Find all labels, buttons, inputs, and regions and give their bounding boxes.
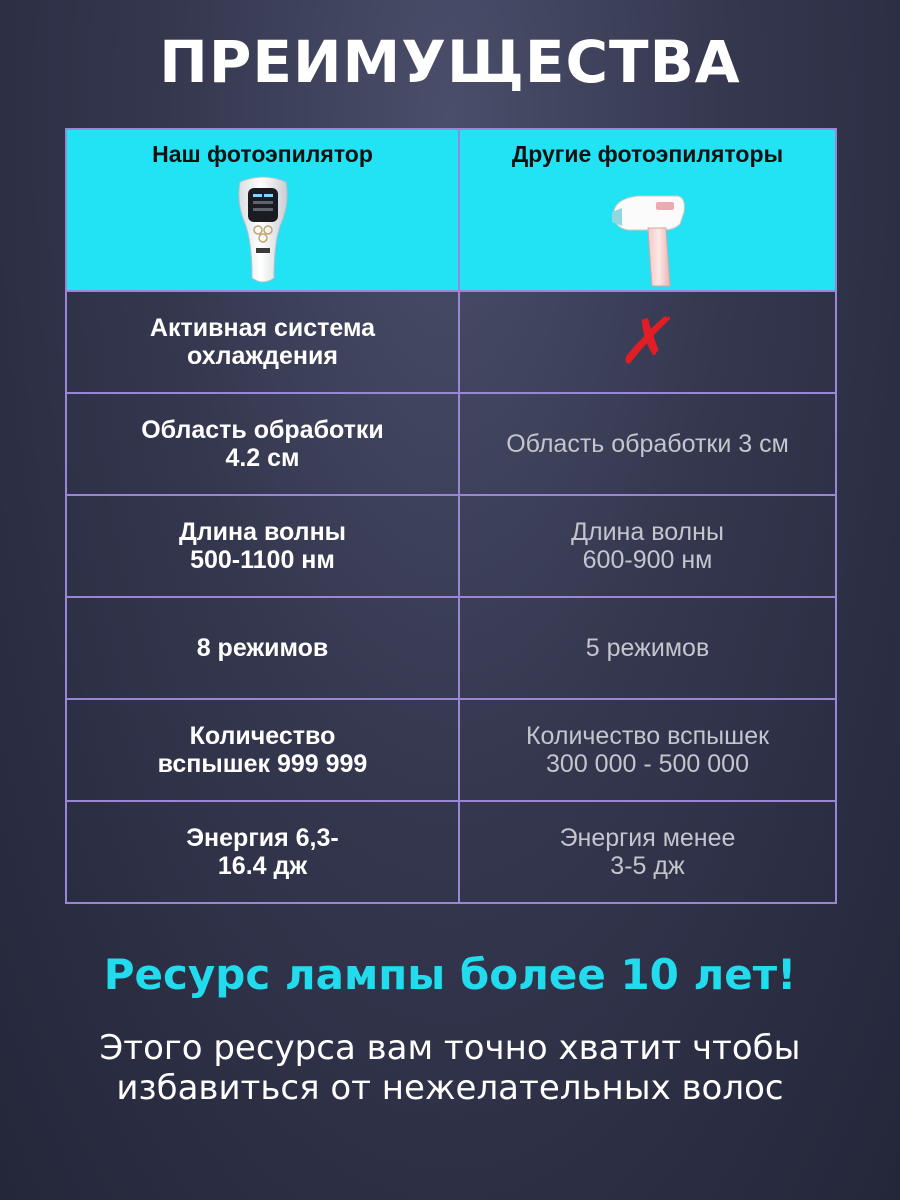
- others-cell: [459, 393, 836, 495]
- pink-epilator-image: [608, 190, 688, 290]
- others-cell: [459, 291, 836, 393]
- table-row: [66, 495, 836, 597]
- others-text-line: 3-5 дж: [610, 852, 685, 880]
- ours-text-line: 500-1100 нм: [190, 546, 335, 574]
- others-cell: [459, 699, 836, 801]
- ours-text-line: 4.2 см: [225, 444, 300, 472]
- others-text-line: Количество вспышек: [525, 722, 770, 750]
- ours-cell: [66, 801, 459, 903]
- ours-cell: [66, 495, 459, 597]
- note-line: Этого ресурса вам точно хватит чтобы: [99, 1028, 801, 1068]
- ours-text-line: вспышек 999 999: [157, 750, 368, 778]
- ours-text-line: Количество: [189, 722, 336, 750]
- white-epilator-image: [228, 174, 298, 286]
- others-text-line: Область обработки 3 см: [506, 430, 789, 458]
- ours-cell: [66, 597, 459, 699]
- table-row: [66, 393, 836, 495]
- red-cross-icon: ✗: [614, 305, 681, 379]
- table-row: [66, 291, 836, 393]
- ours-text-line: Активная система: [149, 314, 376, 342]
- others-text-line: 300 000 - 500 000: [546, 750, 749, 778]
- lamp-lifetime-note: [0, 1028, 900, 1108]
- ours-text-line: Длина волны: [178, 518, 347, 546]
- others-text-line: 600-900 нм: [582, 546, 713, 574]
- note-line: избавиться от нежелательных волос: [116, 1068, 784, 1108]
- others-text-line: Длина волны: [571, 518, 724, 546]
- others-cell: [459, 597, 836, 699]
- ours-cell: [66, 291, 459, 393]
- ours-text-line: Область обработки: [141, 416, 384, 444]
- table-header-row: [66, 129, 836, 291]
- header-ours-label: Наш фотоэпилятор: [152, 141, 373, 167]
- ours-text-line: охлаждения: [187, 342, 338, 370]
- ours-text-line: 16.4 дж: [217, 852, 308, 880]
- others-cell: [459, 801, 836, 903]
- table-row: [66, 699, 836, 801]
- ours-text-line: Энергия 6,3-: [186, 824, 339, 852]
- others-text-line: 5 режимов: [585, 634, 710, 662]
- page-title: ПРЕИМУЩЕСТВА: [159, 28, 741, 96]
- others-cell: [459, 495, 836, 597]
- comparison-table: [65, 128, 837, 904]
- table-row: [66, 597, 836, 699]
- header-ours-cell: [66, 129, 459, 291]
- ours-cell: [66, 393, 459, 495]
- table-row: [66, 801, 836, 903]
- ours-text-line: 8 режимов: [196, 634, 329, 662]
- header-others-label: Другие фотоэпиляторы: [511, 141, 784, 167]
- others-text-line: Энергия менее: [559, 824, 736, 852]
- ours-cell: [66, 699, 459, 801]
- header-others-cell: [459, 129, 836, 291]
- lamp-lifetime-headline: Ресурс лампы более 10 лет!: [103, 950, 797, 999]
